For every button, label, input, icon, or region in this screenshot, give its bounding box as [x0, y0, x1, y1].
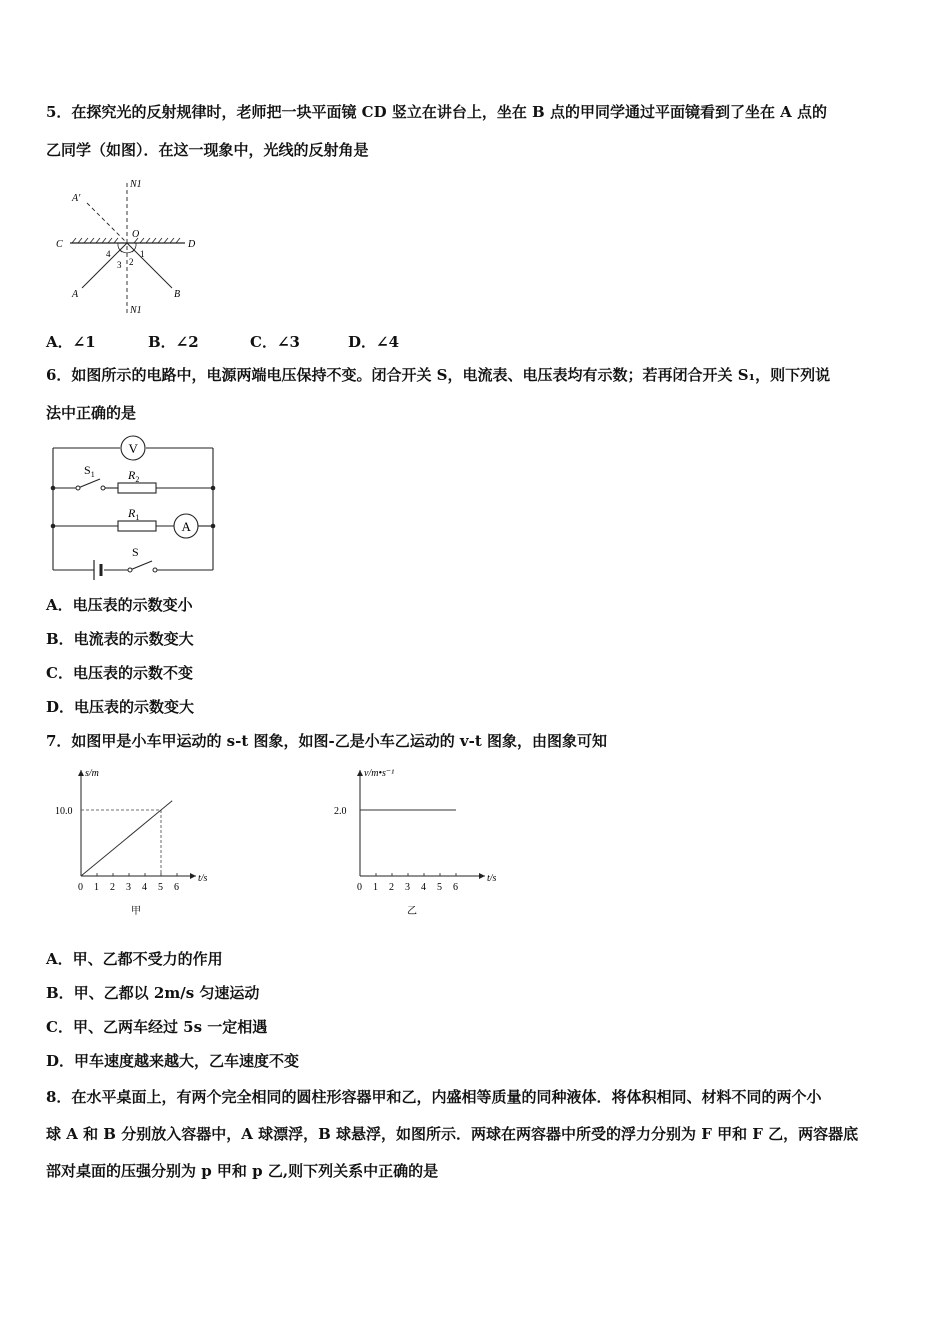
q5-options: [46, 331, 399, 352]
angle-label-2: 2: [129, 257, 134, 267]
q5-option-b: B．∠2: [148, 333, 199, 351]
q8-text-line1: 8．在水平桌面上，有两个完全相同的圆柱形容器甲和乙，内盛相等质量的同种液体．将体积相同、材料不同的两个小: [46, 1088, 822, 1106]
q7-option-d: D．甲车速度越来越大，乙车速度不变: [46, 1052, 300, 1070]
angle-arc: [118, 243, 122, 252]
label-d: D: [188, 239, 196, 250]
st-graph: [48, 762, 218, 927]
vt-graph: [325, 762, 515, 927]
x-tick-label: 5: [437, 882, 442, 893]
q5-option-a: A．∠1: [46, 333, 96, 351]
x-axis-label: t/s: [198, 873, 208, 884]
y-axis-arrow: [357, 770, 363, 776]
label-a-prime: A′: [72, 193, 81, 204]
chart-caption: 乙: [407, 906, 417, 917]
x-tick-label: 2: [389, 882, 394, 893]
x-axis-arrow: [190, 873, 196, 879]
q8-text-line2: 球 A 和 B 分别放入容器中，A 球漂浮，B 球悬浮，如图所示．两球在两容器中所受的浮力分别为 F 甲和 F 乙，两容器底: [46, 1125, 859, 1143]
resistor-r2-label: $R_2$: [128, 468, 140, 484]
x-tick-label: 3: [126, 882, 131, 893]
angle-label-4: 4: [106, 249, 111, 259]
label-a: A: [72, 289, 79, 300]
angle-arc: [132, 243, 136, 252]
x-tick-label: 3: [405, 882, 410, 893]
x-tick-label: 5: [158, 882, 163, 893]
x-tick-label: 6: [174, 882, 179, 893]
q6-text-line2: 法中正确的是: [46, 404, 137, 422]
switch-s-label: S: [132, 545, 139, 559]
chart-caption: 甲: [131, 906, 141, 917]
label-o: O: [132, 229, 140, 240]
x-tick-label: 4: [142, 882, 147, 893]
y-tick-label: 10.0: [55, 806, 73, 817]
q5-option-d: D．∠4: [348, 333, 400, 351]
x-tick-label: 1: [94, 882, 99, 893]
x-tick-label: 2: [110, 882, 115, 893]
resistor-r2: [118, 483, 156, 493]
reflection-diagram: [50, 175, 210, 320]
q5-text-line2: 乙同学（如图）．在这一现象中，光线的反射角是: [46, 141, 369, 159]
resistor-r1-label: $R_1$: [128, 506, 140, 522]
x-tick-label: 4: [421, 882, 426, 893]
resistor-r1: [118, 521, 156, 531]
q6-option-b: B．电流表的示数变大: [46, 630, 194, 648]
virtual-ray: [87, 203, 127, 243]
label-c: C: [56, 239, 63, 250]
q8-text-line3: 部对桌面的压强分别为 p 甲和 p 乙,则下列关系中正确的是: [46, 1162, 439, 1180]
x-axis-label: t/s: [487, 873, 497, 884]
label-n1-bottom: N1: [130, 305, 142, 316]
x-tick-label: 0: [357, 882, 362, 893]
voltmeter-label: V: [128, 441, 138, 456]
q6-text-line1: 6．如图所示的电路中，电源两端电压保持不变。闭合开关 S，电流表、电压表均有示数；若再闭合开关 S₁，则下列说: [46, 366, 831, 384]
y-tick-label: 2.0: [334, 806, 347, 817]
y-axis-label: s/m: [85, 768, 99, 779]
angle-arc: [120, 250, 134, 253]
q6-option-d: D．电压表的示数变大: [46, 698, 195, 716]
x-tick-label: 0: [78, 882, 83, 893]
q6-option-a: A．电压表的示数变小: [46, 596, 193, 614]
x-axis-arrow: [479, 873, 485, 879]
series-line: [81, 810, 161, 876]
q7-option-b: B．甲、乙都以 2m/s 匀速运动: [46, 984, 260, 1002]
y-axis-label: v/m•s⁻¹: [364, 768, 395, 779]
label-n1-top: N1: [130, 179, 142, 190]
q5-option-c: C．∠3: [250, 333, 300, 351]
y-axis-arrow: [78, 770, 84, 776]
q5-text-line1: 5．在探究光的反射规律时，老师把一块平面镜 CD 竖立在讲台上，坐在 B 点的甲同学通过平面镜看到了坐在 A 点的: [46, 103, 828, 121]
q7-option-a: A．甲、乙都不受力的作用: [46, 950, 223, 968]
angle-label-3: 3: [117, 260, 122, 270]
series-line-extension: [161, 801, 172, 810]
angle-label-1: 1: [140, 249, 145, 259]
x-tick-label: 1: [373, 882, 378, 893]
circuit-diagram: [48, 436, 218, 581]
q7-option-c: C．甲、乙两车经过 5s 一定相遇: [46, 1018, 268, 1036]
label-b: B: [174, 289, 181, 300]
ammeter-label: A: [181, 519, 191, 534]
switch-s1-label: $S_1$: [84, 463, 95, 479]
q7-text-line1: 7．如图甲是小车甲运动的 s-t 图象，如图-乙是小车乙运动的 v-t 图象，由图象可知: [46, 732, 608, 750]
mirror-hatching: [72, 238, 180, 243]
x-tick-label: 6: [453, 882, 458, 893]
q6-option-c: C．电压表的示数不变: [46, 664, 193, 682]
